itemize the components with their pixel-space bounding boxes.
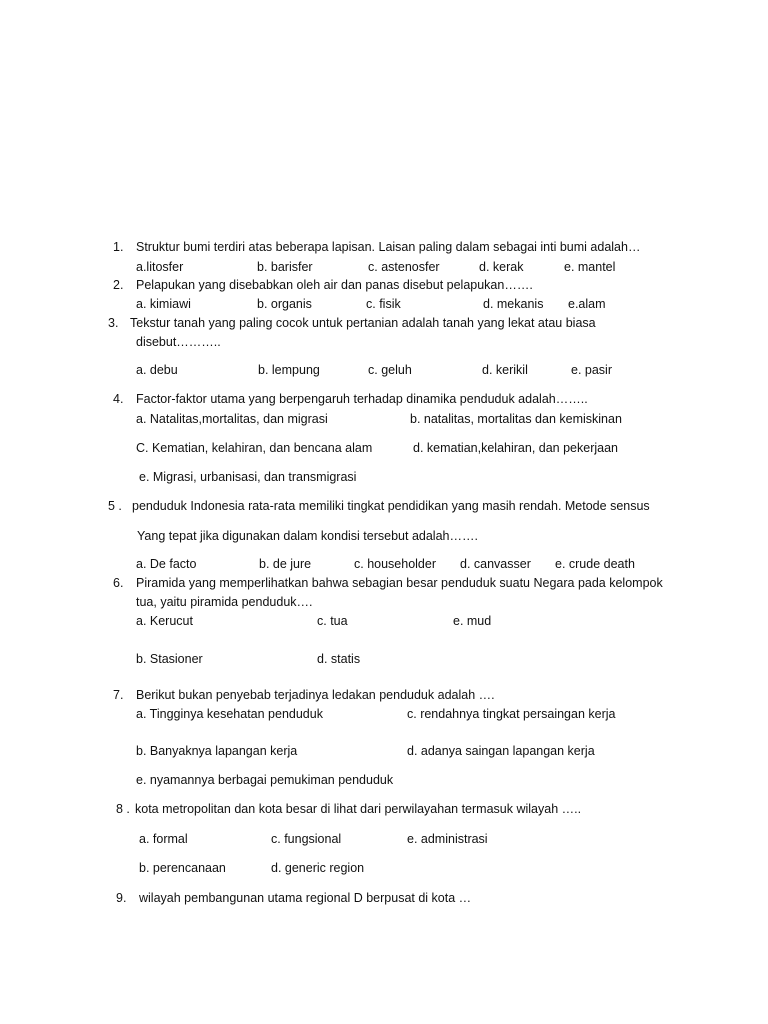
question-5-option-d: d. canvasser: [460, 557, 531, 571]
question-3-option-d: d. kerikil: [482, 363, 528, 377]
question-5-option-c: c. householder: [354, 557, 437, 571]
question-7-option-b: b. Banyaknya lapangan kerja: [136, 744, 298, 758]
question-8-text: kota metropolitan dan kota besar di lihat dari perwilayahan termasuk wilayah …..: [135, 802, 582, 816]
question-7-number: 7.: [113, 688, 124, 702]
question-7-text: Berikut bukan penyebab terjadinya ledakan penduduk adalah ….: [136, 688, 495, 702]
question-7-option-d: d. adanya saingan lapangan kerja: [407, 744, 595, 758]
question-4-option-d: d. kematian,kelahiran, dan pekerjaan: [413, 441, 618, 455]
question-2-option-e: e.alam: [568, 297, 606, 311]
question-6-option-d: d. statis: [317, 652, 361, 666]
question-8-number: 8 .: [116, 802, 130, 816]
question-5-option-b: b. de jure: [259, 557, 312, 571]
question-4-text: Factor-faktor utama yang berpengaruh terhadap dinamika penduduk adalah……..: [136, 392, 588, 406]
question-3-text-line-1: Tekstur tanah yang paling cocok untuk pertanian adalah tanah yang lekat atau biasa: [130, 316, 596, 330]
question-5-text-line-1: penduduk Indonesia rata-rata memiliki tingkat pendidikan yang masih rendah. Metode sensus: [132, 499, 650, 513]
question-4-option-e: e. Migrasi, urbanisasi, dan transmigrasi: [139, 470, 357, 484]
question-5-number: 5 .: [108, 499, 122, 513]
question-3-option-a: a. debu: [136, 363, 178, 377]
question-4-option-a: a. Natalitas,mortalitas, dan migrasi: [136, 412, 328, 426]
question-6-text-line-1: Piramida yang memperlihatkan bahwa sebagian besar penduduk suatu Negara pada kelompok: [136, 576, 663, 590]
question-9-text: wilayah pembangunan utama regional D berpusat di kota …: [139, 891, 472, 905]
question-8-option-d: d. generic region: [271, 861, 365, 875]
question-6-option-c: c. tua: [317, 614, 348, 628]
question-6-option-b: b. Stasioner: [136, 652, 203, 666]
question-3-option-c: c. geluh: [368, 363, 412, 377]
question-2-option-b: b. organis: [257, 297, 312, 311]
question-5-option-a: a. De facto: [136, 557, 197, 571]
question-5-text-line-2: Yang tepat jika digunakan dalam kondisi tersebut adalah…….: [137, 529, 478, 543]
question-1-number: 1.: [113, 240, 124, 254]
question-1-option-e: e. mantel: [564, 260, 616, 274]
question-7-option-a: a. Tingginya kesehatan penduduk: [136, 707, 323, 721]
question-1-option-b: b. barisfer: [257, 260, 313, 274]
question-6-option-a: a. Kerucut: [136, 614, 193, 628]
question-6-text-line-2: tua, yaitu piramida penduduk….: [136, 595, 313, 609]
question-6-option-e: e. mud: [453, 614, 492, 628]
question-2-option-c: c. fisik: [366, 297, 401, 311]
question-1-text: Struktur bumi terdiri atas beberapa lapisan. Laisan paling dalam sebagai inti bumi adalah…: [136, 240, 641, 254]
question-1-option-d: d. kerak: [479, 260, 524, 274]
question-1-option-a: a.litosfer: [136, 260, 184, 274]
question-2-option-d: d. mekanis: [483, 297, 544, 311]
question-4-number: 4.: [113, 392, 124, 406]
question-5-option-e: e. crude death: [555, 557, 635, 571]
question-1-option-c: c. astenosfer: [368, 260, 440, 274]
question-2-option-a: a. kimiawi: [136, 297, 191, 311]
question-2-text: Pelapukan yang disebabkan oleh air dan panas disebut pelapukan…….: [136, 278, 533, 292]
question-8-option-a: a. formal: [139, 832, 188, 846]
question-4-option-c: C. Kematian, kelahiran, dan bencana alam: [136, 441, 373, 455]
question-7-option-c: c. rendahnya tingkat persaingan kerja: [407, 707, 616, 721]
question-9-number: 9.: [116, 891, 127, 905]
question-3-number: 3.: [108, 316, 119, 330]
question-8-option-b: b. perencanaan: [139, 861, 226, 875]
question-7-option-e: e. nyamannya berbagai pemukiman penduduk: [136, 773, 394, 787]
question-3-option-b: b. lempung: [258, 363, 320, 377]
question-8-option-c: c. fungsional: [271, 832, 342, 846]
question-2-number: 2.: [113, 278, 124, 292]
question-6-number: 6.: [113, 576, 124, 590]
question-3-option-e: e. pasir: [571, 363, 612, 377]
question-4-option-b: b. natalitas, mortalitas dan kemiskinan: [410, 412, 622, 426]
question-3-text-line-2: disebut………..: [136, 335, 221, 349]
question-8-option-e: e. administrasi: [407, 832, 488, 846]
